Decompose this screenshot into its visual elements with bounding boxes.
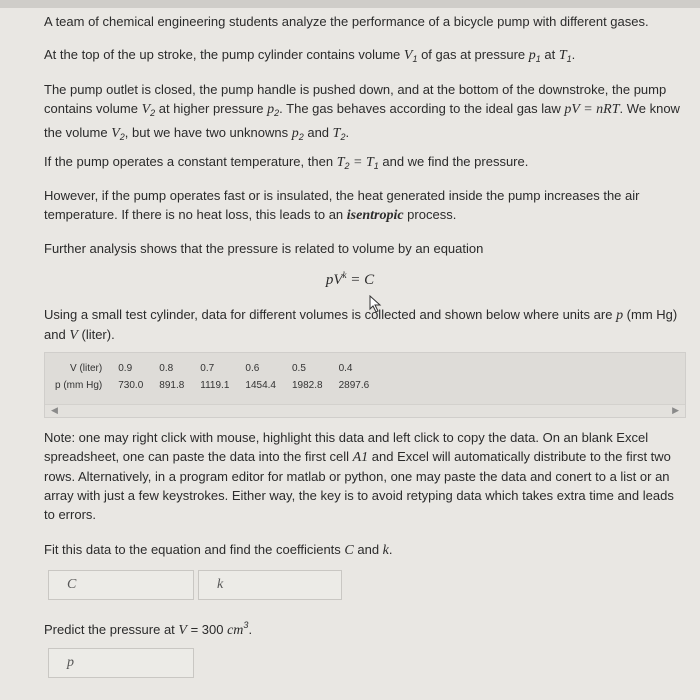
- paragraph-downstroke: The pump outlet is closed, the pump handle is pushed down, and at the bottom of the downstroke, the pump contains volume $V_2$ at higher pressure $p_2$. The gas behaves according to the ideal gas law pV = nRT. We know the volume $V_2$, but we have two unknowns $p_2$ and $T_2$.: [44, 82, 680, 142]
- paragraph-analysis: Further analysis shows that the pressure is related to volume by an equation: [44, 241, 484, 256]
- scroll-right-icon[interactable]: ▶: [672, 405, 679, 415]
- paragraph-constant-temp: If the pump operates a constant temperature, then $T_2 = T_1$ and we find the pressure.: [44, 154, 529, 171]
- row-header-volume: V (liter): [70, 363, 103, 374]
- table-row: [51, 377, 377, 394]
- p-input-label: p: [67, 655, 74, 670]
- paragraph-upstroke: At the top of the up stroke, the pump cylinder contains volume $V_1$ of gas at pressure $p_1$ at $T_1$.: [44, 47, 576, 64]
- table-cell: 0.5: [292, 363, 306, 374]
- table-cell: 1119.1: [200, 380, 230, 391]
- predict-instruction: Predict the pressure at V = 300 $cm^3$.: [44, 620, 253, 638]
- data-table[interactable]: [51, 360, 377, 394]
- table-cell: 1454.4: [245, 380, 276, 391]
- paragraph-data-intro: Using a small test cylinder, data for different volumes is collected and shown below where units are p (mm Hg) and V (liter).: [44, 307, 678, 343]
- table-row: [51, 360, 377, 377]
- intro-text: A team of chemical engineering students analyze the performance of a bicycle pump with different gases.: [44, 14, 649, 29]
- table-cell: 0.4: [338, 363, 353, 374]
- table-cell: 0.6: [245, 363, 260, 374]
- c-input-field[interactable]: [48, 570, 194, 600]
- data-table-container[interactable]: [44, 352, 686, 418]
- k-input-field[interactable]: [198, 570, 342, 600]
- table-cell: 891.8: [159, 380, 185, 391]
- table-cell: 2897.6: [338, 380, 370, 391]
- table-cell: 0.9: [118, 363, 133, 374]
- scroll-left-icon[interactable]: ◀: [51, 405, 58, 415]
- table-cell: 0.7: [200, 363, 215, 374]
- p-input-field[interactable]: [48, 648, 194, 678]
- k-input-label: k: [217, 577, 224, 592]
- table-cell: 1982.8: [292, 380, 323, 391]
- c-input-label: C: [67, 577, 77, 592]
- fit-instruction: Fit this data to the equation and find the coefficients C and k.: [44, 542, 393, 558]
- table-cell: 0.8: [159, 363, 174, 374]
- row-header-pressure: p (mm Hg): [55, 380, 103, 391]
- main-equation: $pV^k = C$: [325, 270, 375, 288]
- horizontal-scrollbar[interactable]: [45, 404, 685, 417]
- note-text: Note: one may right click with mouse, highlight this data and left click to copy the data. On an blank Excel spreadsheet, one can paste the data into the first cell A1 and Excel will automatically distribute to the first two rows. Alternatively, in a program editor for matlab or python, one may paste the data and conert to a list or an array with just a few keystrokes. Either way, the key is to avoid retyping data which takes extra time and leads to errors.: [44, 430, 674, 522]
- table-cell: 730.0: [118, 380, 144, 391]
- top-strip: [0, 0, 700, 8]
- paragraph-isentropic: However, if the pump operates fast or is insulated, the heat generated inside the pump increases the air temperature. If there is no heat loss, this leads to an isentropic process.: [44, 188, 640, 223]
